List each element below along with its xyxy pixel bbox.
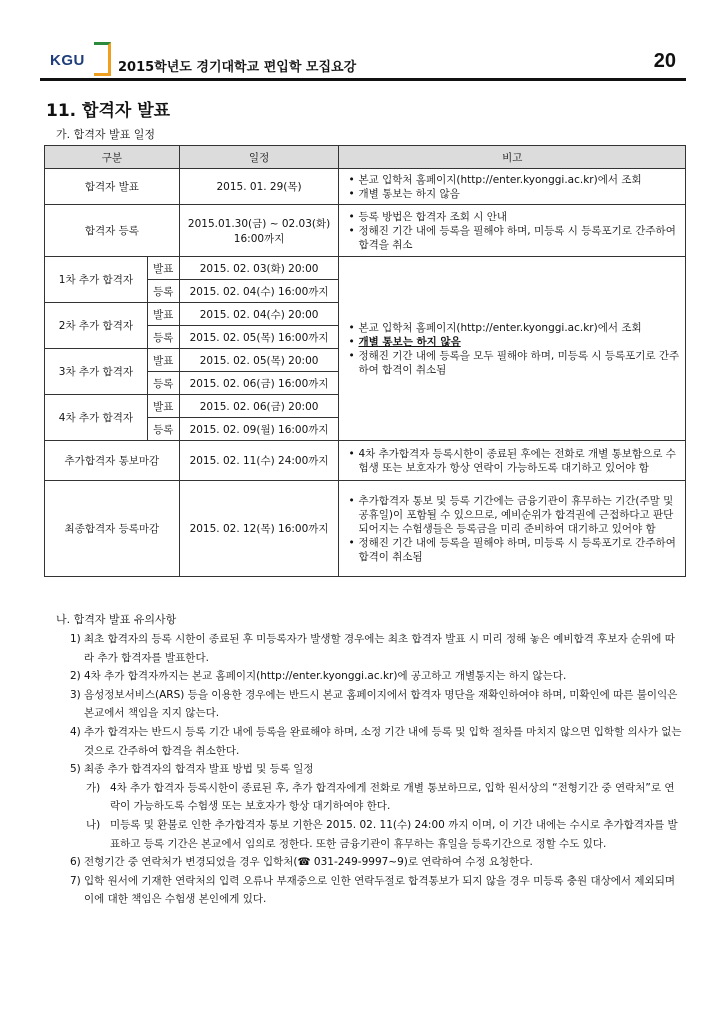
page-number: 20 xyxy=(653,50,676,72)
item-number: 4) xyxy=(70,725,81,738)
row-label: 최종합격자 등록마감 xyxy=(45,481,180,577)
row-notes xyxy=(339,169,686,205)
row-date: 2015. 02. 06(금) 20:00 xyxy=(179,395,339,418)
table-row xyxy=(45,441,686,481)
list-item xyxy=(70,872,684,909)
item-text: 음성정보서비스(ARS) 등을 이용한 경우에는 반드시 본교 홈페이지에서 합격자 명단을 재확인하여야 하며, 미확인에 따른 불이익은 본교에서 책임을 지지 않는다. xyxy=(84,688,678,720)
document-title: 2015학년도 경기대학교 편입학 모집요강 xyxy=(118,60,357,75)
row-date: 2015. 02. 05(목) 16:00까지 xyxy=(179,326,339,349)
table-row xyxy=(45,169,686,205)
row-label: 합격자 등록 xyxy=(45,205,180,257)
item-number: 7) xyxy=(70,874,81,887)
note-item: • 등록 방법은 합격자 조회 시 안내 xyxy=(348,210,680,224)
table-row xyxy=(45,257,686,280)
sub-label: 발표 xyxy=(147,395,179,418)
row-date: 2015. 02. 09(월) 16:00까지 xyxy=(179,418,339,441)
note-item: • 개별 통보는 하지 않음 xyxy=(348,187,680,201)
item-text: 4차 추가 합격자까지는 본교 홈페이지(http://enter.kyonggi.ac.kr)에 공고하고 개별통지는 하지 않는다. xyxy=(84,670,567,683)
kgu-logo xyxy=(50,40,112,76)
subsection-schedule-title: 가. 합격자 발표 일정 xyxy=(56,128,155,141)
sub-label: 발표 xyxy=(147,257,179,280)
date-line: 2015.01.30(금) ~ 02.03(화) xyxy=(187,217,331,230)
column-header: 일정 xyxy=(179,146,339,169)
row-date: 2015. 01. 29(목) xyxy=(179,169,339,205)
subitem-number: 나) xyxy=(86,818,101,831)
row-label: 합격자 발표 xyxy=(45,169,180,205)
logo-mark-icon xyxy=(94,42,111,76)
additional-notes xyxy=(339,257,686,441)
item-number: 3) xyxy=(70,688,81,701)
item-text: 추가 합격자는 반드시 등록 기간 내에 등록을 완료해야 하며, 소정 기간 내에 등록 및 입학 절차를 마치지 않으면 입학할 의사가 없는 것으로 간주하여 합격을 취소한다. xyxy=(84,725,682,757)
page-header xyxy=(40,38,682,80)
list-subitem xyxy=(70,779,684,816)
subitem-text: 미등록 및 환불로 인한 추가합격자 통보 기한은 2015. 02. 11(수) 24:00 까지 이며, 이 기간 내에는 수시로 추가합격자를 발표하고 등록 기간은 본교에서 임의로 정한다. 또한 금융기관이 휴무하는 휴일을 등록기간으로 정할 수도 있다. xyxy=(110,818,678,850)
item-text: 최초 합격자의 등록 시한이 종료된 후 미등록자가 발생할 경우에는 최초 합격자 발표 시 미리 정해 놓은 예비합격 후보자 순위에 따라 추가 합격자를 발표한다. xyxy=(84,633,675,664)
note-item: • 4차 추가합격자 등록시한이 종료된 후에는 전화로 개별 통보함으로 수험생 또는 보호자가 항상 연락이 가능하도록 대기하고 있어야 함 xyxy=(348,447,680,475)
row-date: 2015. 02. 03(화) 20:00 xyxy=(179,257,339,280)
row-notes xyxy=(339,481,686,577)
sub-label: 발표 xyxy=(147,349,179,372)
item-number: 2) xyxy=(70,670,81,683)
row-date xyxy=(179,205,339,257)
list-item xyxy=(70,723,684,760)
subitem-number: 가) xyxy=(86,781,101,794)
section-title: 11. 합격자 발표 xyxy=(46,101,171,121)
note-item: • 본교 입학처 홈페이지(http://enter.kyonggi.ac.kr)에서 조회 xyxy=(348,173,680,187)
row-date: 2015. 02. 05(목) 20:00 xyxy=(179,349,339,372)
emphasized-note: 개별 통보는 하지 않음 xyxy=(358,335,461,348)
row-notes xyxy=(339,205,686,257)
sub-label: 등록 xyxy=(147,372,179,395)
sub-label: 등록 xyxy=(147,326,179,349)
note-item: • 정해진 기간 내에 등록을 필해야 하며, 미등록 시 등록포기로 간주하여 합격을 취소 xyxy=(348,224,680,252)
item-text: 전형기간 중 연락처가 변경되었을 경우 입학처(☎ 031-249-9997~9)로 연락하여 수정 요청한다. xyxy=(84,856,533,869)
logo-text: KGU xyxy=(50,52,85,69)
subitem-text: 4차 추가 합격자 등록시한이 종료된 후, 추가 합격자에게 전화로 개별 통보하므로, 입학 원서상의 “전형기간 중 연락처”로 연락이 가능하도록 수험생 또는 보호자가 항상 대기하여야 한다. xyxy=(110,781,675,813)
item-number: 1) xyxy=(70,633,81,645)
row-date: 2015. 02. 12(목) 16:00까지 xyxy=(179,481,339,577)
row-label: 1차 추가 합격자 xyxy=(45,257,148,303)
row-label: 2차 추가 합격자 xyxy=(45,303,148,349)
list-item xyxy=(70,686,684,723)
row-date: 2015. 02. 11(수) 24:00까지 xyxy=(179,441,339,481)
sub-label: 등록 xyxy=(147,418,179,441)
note-item: • 정해진 기간 내에 등록을 모두 필해야 하며, 미등록 시 등록포기로 간주하여 합격이 취소됨 xyxy=(348,349,680,377)
row-date: 2015. 02. 04(수) 16:00까지 xyxy=(179,280,339,303)
row-label: 4차 추가 합격자 xyxy=(45,395,148,441)
announcement-schedule-table xyxy=(44,145,686,577)
notes-list xyxy=(70,630,684,909)
list-item xyxy=(70,853,684,872)
note-item: • 추가합격자 통보 및 등록 기간에는 금융기관이 휴무하는 기간(주말 및 공휴일)이 포함될 수 있으므로, 예비순위가 합격권에 근접하다고 판단되어지는 수험생들은 등록금을 미리 준비하여 대기하고 있어야 함 xyxy=(348,494,680,536)
item-text: 최종 추가 합격자의 합격자 발표 방법 및 등록 일정 xyxy=(84,763,314,776)
note-item: • 본교 입학처 홈페이지(http://enter.kyonggi.ac.kr)에서 조회 xyxy=(348,321,680,335)
item-text: 입학 원서에 기재한 연락처의 입력 오류나 부재중으로 인한 연락두절로 합격통보가 되지 않을 경우 미등록 충원 대상에서 제외되며 이에 대한 책임은 수험생 본인에게 있다. xyxy=(84,874,675,906)
header-divider xyxy=(40,78,686,81)
date-line: 16:00까지 xyxy=(233,232,285,245)
list-item xyxy=(70,760,684,779)
sub-label: 등록 xyxy=(147,280,179,303)
note-item xyxy=(348,335,680,349)
list-item xyxy=(70,667,684,686)
row-label: 추가합격자 통보마감 xyxy=(45,441,180,481)
subsection-notes-title: 나. 합격자 발표 유의사항 xyxy=(56,613,177,626)
table-row xyxy=(45,481,686,577)
row-label: 3차 추가 합격자 xyxy=(45,349,148,395)
table-header-row xyxy=(45,146,686,169)
list-subitem xyxy=(70,816,684,853)
column-header: 구분 xyxy=(45,146,180,169)
sub-label: 발표 xyxy=(147,303,179,326)
column-header: 비고 xyxy=(339,146,686,169)
row-date: 2015. 02. 04(수) 20:00 xyxy=(179,303,339,326)
row-notes xyxy=(339,441,686,481)
item-number: 6) xyxy=(70,856,81,869)
row-date: 2015. 02. 06(금) 16:00까지 xyxy=(179,372,339,395)
note-item: • 정해진 기간 내에 등록을 필해야 하며, 미등록 시 등록포기로 간주하여 합격이 취소됨 xyxy=(348,536,680,564)
table-row xyxy=(45,205,686,257)
item-number: 5) xyxy=(70,763,81,776)
list-item xyxy=(70,630,684,667)
